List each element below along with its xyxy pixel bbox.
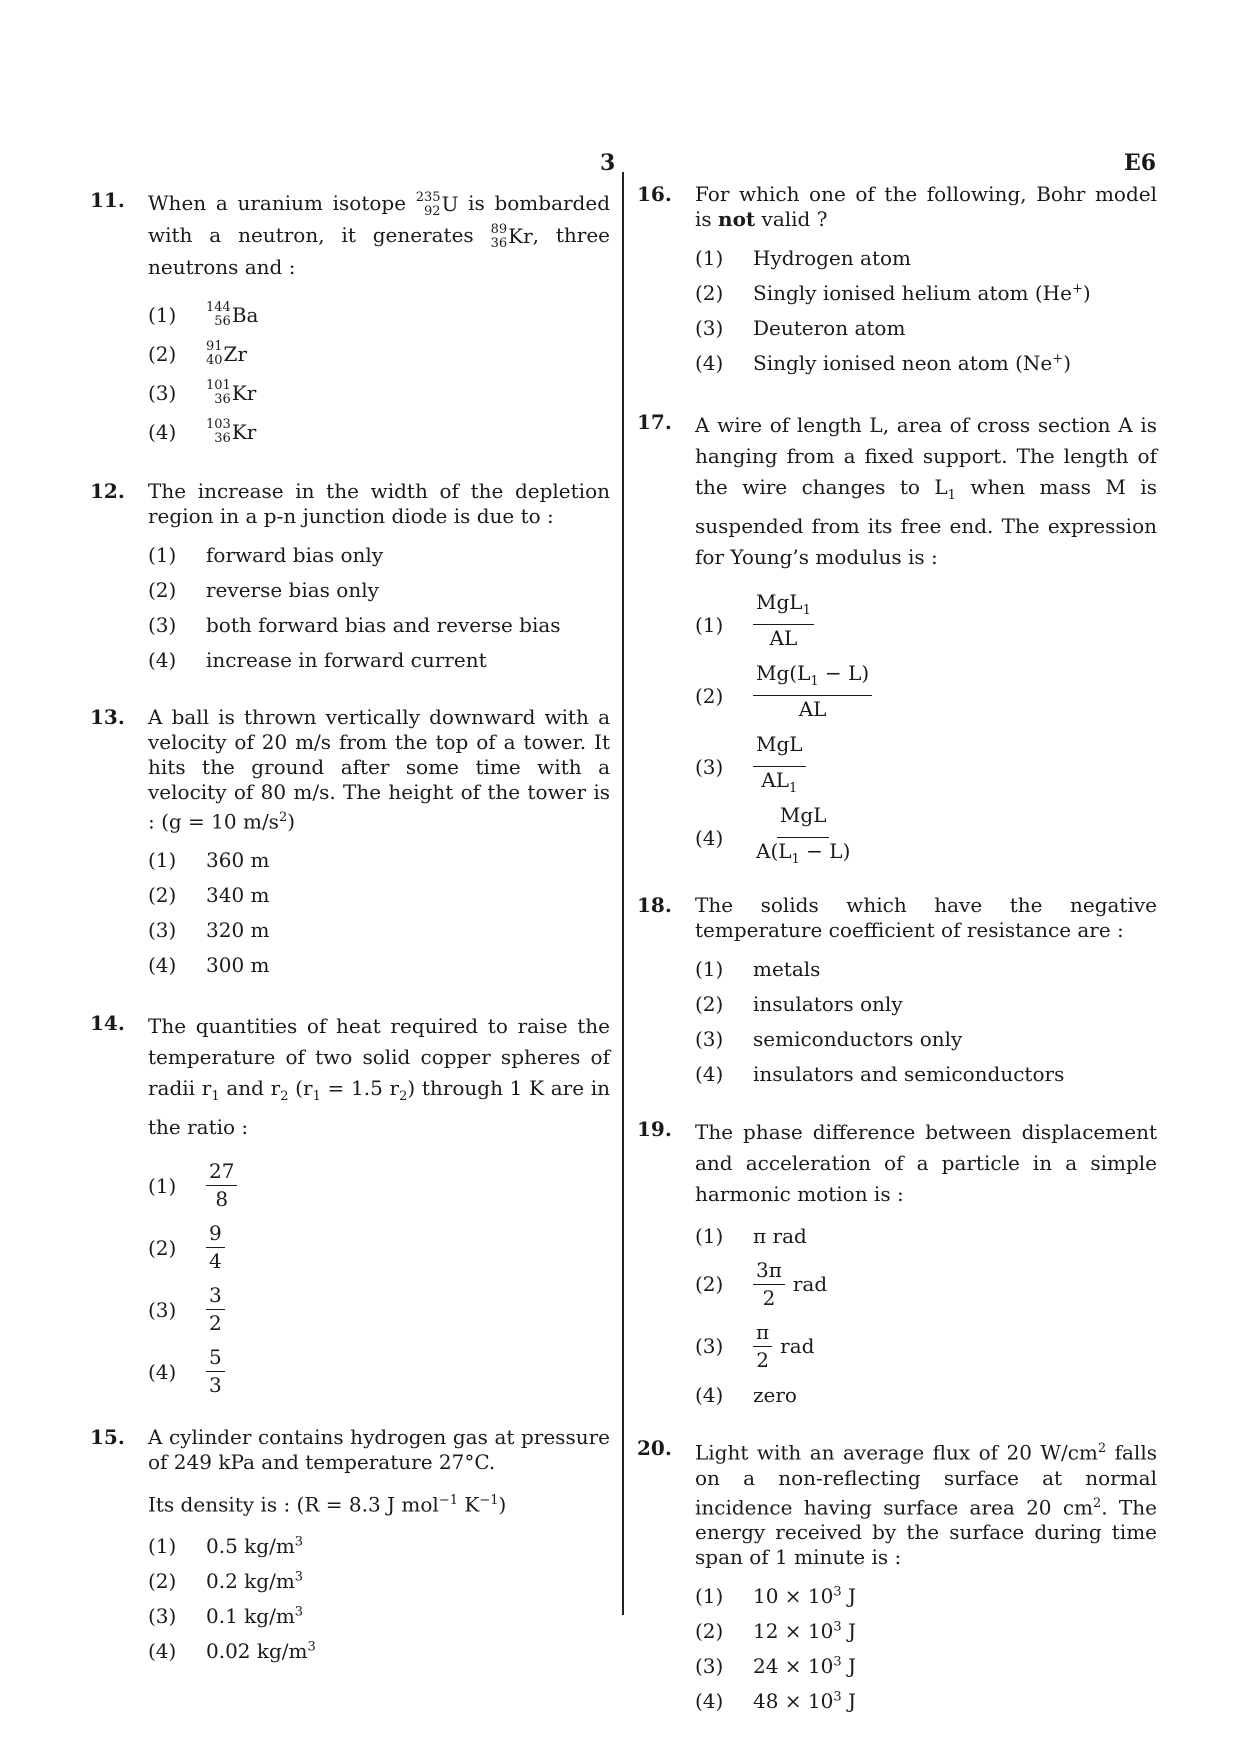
- paper-code: E6: [1124, 150, 1157, 176]
- option-nuclide: [206, 418, 610, 446]
- option-text: [206, 1534, 610, 1558]
- fraction: [206, 1282, 225, 1337]
- option-label: (4): [695, 1688, 724, 1713]
- uranium-nuclide: [416, 189, 459, 220]
- numerator: 3π: [753, 1257, 785, 1285]
- option[interactable]: [148, 1633, 610, 1668]
- text-segment: ): [1082, 280, 1091, 305]
- option[interactable]: [148, 373, 610, 412]
- option-label: (4): [695, 825, 724, 850]
- option[interactable]: [695, 589, 1157, 660]
- text-segment: AL: [798, 697, 827, 721]
- option-text: [753, 281, 1157, 305]
- question-text: [148, 1011, 610, 1143]
- superscript: 3: [833, 1689, 842, 1705]
- option-text: insulators only: [753, 991, 903, 1016]
- text-segment: . The energy received by the surface during time span of 1 minute is :: [695, 1495, 1157, 1570]
- option-label: (2): [148, 1235, 177, 1260]
- text-segment: A ball is thrown vertically downward with a velocity of 20 m/s from the top of a tower. It hits the ground after some time with a velocity of 80 m/s. The height of the tower is : (g = 10 m/s: [148, 705, 610, 834]
- text-segment: A wire of length L, area of cross section A is hanging from a fixed support. The length of the wire changes to L: [695, 413, 1157, 499]
- option-text: [753, 1654, 1157, 1678]
- question-text: [695, 182, 1157, 232]
- question-16: [637, 182, 1157, 380]
- denominator: 3: [209, 1373, 222, 1398]
- text-segment: when mass M is suspended from its free end. The expression for Young’s modulus is :: [695, 475, 1158, 569]
- question-17: [637, 410, 1157, 873]
- superscript: +: [1071, 280, 1083, 296]
- text-segment: MgL: [779, 803, 827, 827]
- option-value: 24 × 10: [753, 1653, 834, 1678]
- krypton-nuclide: [491, 221, 533, 252]
- fraction: [753, 731, 806, 802]
- option[interactable]: [695, 1218, 1157, 1253]
- question-11: [90, 188, 610, 451]
- mass-number: 103: [206, 416, 231, 432]
- subscript: 1: [947, 488, 956, 503]
- option-label: (1): [148, 302, 177, 327]
- option[interactable]: [148, 1217, 610, 1279]
- option[interactable]: [148, 537, 610, 572]
- text-segment: ): [498, 1492, 507, 1517]
- numerator: π: [753, 1319, 772, 1347]
- text-segment: is bombarded with a neutron, it generates: [148, 191, 610, 247]
- option[interactable]: [148, 607, 610, 642]
- denominator: [758, 767, 800, 802]
- superscript: +: [1052, 350, 1064, 366]
- option[interactable]: [695, 275, 1157, 310]
- text-segment: = 1.5 r: [320, 1075, 400, 1100]
- option-text: [206, 1604, 610, 1628]
- option[interactable]: [695, 1613, 1157, 1648]
- option-label: (3): [148, 918, 177, 943]
- option[interactable]: [695, 345, 1157, 380]
- text-segment: and r: [219, 1075, 281, 1100]
- option-label: (3): [695, 1334, 724, 1358]
- option-label: (1): [148, 848, 177, 873]
- option-label: (1): [695, 1223, 724, 1248]
- text-segment: For which one of the following, Bohr model is: [695, 182, 1157, 231]
- option[interactable]: [695, 1683, 1157, 1718]
- option-text: both forward bias and reverse bias: [206, 612, 561, 637]
- question-number: 13.: [90, 705, 125, 729]
- question-number: 17.: [637, 410, 672, 434]
- option-label: (3): [695, 754, 724, 779]
- option[interactable]: [695, 951, 1157, 986]
- option-value: 10 × 10: [753, 1583, 834, 1608]
- option-text: 360 m: [206, 848, 270, 873]
- option[interactable]: [695, 1377, 1157, 1412]
- text-segment: Mg(L: [756, 661, 811, 685]
- option-label: (2): [148, 1568, 177, 1593]
- text-segment: Light with an average flux of 20 W/cm: [695, 1440, 1098, 1465]
- option-text: π rad: [753, 1223, 807, 1248]
- option-label: (1): [695, 612, 724, 637]
- superscript: 3: [294, 1534, 304, 1550]
- option-label: (4): [148, 419, 177, 444]
- option-label: (4): [695, 1061, 724, 1086]
- option[interactable]: [148, 642, 610, 677]
- superscript: 3: [294, 1604, 304, 1620]
- option[interactable]: [148, 948, 610, 983]
- option[interactable]: [695, 660, 1157, 731]
- text-segment: ) through 1 K are in the ratio :: [148, 1075, 611, 1139]
- option[interactable]: [148, 1528, 610, 1563]
- unit: J: [841, 1653, 857, 1678]
- subscript: 2: [399, 1088, 408, 1104]
- numerator: [777, 802, 830, 838]
- option-text: [206, 1639, 610, 1663]
- question-number: 16.: [637, 182, 672, 206]
- option-label: (2): [148, 341, 177, 366]
- question-number: 18.: [637, 893, 672, 917]
- option-label: (2): [695, 683, 724, 708]
- superscript: 3: [294, 1569, 304, 1585]
- denominator: [767, 625, 801, 660]
- question-20: [637, 1436, 1157, 1718]
- option-label: (2): [148, 577, 177, 602]
- option-text: 300 m: [206, 953, 270, 978]
- mass-number: 101: [206, 377, 231, 393]
- numerator: 5: [206, 1344, 225, 1372]
- option[interactable]: [695, 1578, 1157, 1613]
- question-text: [148, 188, 610, 283]
- text-segment: ): [287, 809, 296, 834]
- option-text: Hydrogen atom: [753, 245, 911, 270]
- option-label: (2): [695, 280, 724, 305]
- option-value: Singly ionised neon atom (Ne: [753, 350, 1053, 375]
- bold-text: not: [718, 207, 756, 231]
- question-text: The solids which have the negative temperature coefficient of resistance are :: [695, 893, 1157, 942]
- option-label: (4): [148, 953, 177, 978]
- option-text: forward bias only: [206, 542, 384, 567]
- question-text: [148, 705, 610, 835]
- mass-number: 235: [415, 189, 441, 205]
- denominator: 2: [209, 1311, 222, 1336]
- option-label: (1): [148, 1533, 177, 1558]
- option-label: (4): [695, 350, 724, 375]
- question-19: [637, 1117, 1157, 1412]
- text-segment: Its density is : (R = 8.3 J mol: [148, 1492, 439, 1517]
- text-segment: − L): [818, 661, 870, 685]
- question-13: [90, 705, 610, 983]
- fraction: [753, 1257, 785, 1312]
- fraction: [753, 660, 872, 731]
- option-label: (4): [148, 1359, 177, 1384]
- question-number: 12.: [90, 479, 125, 503]
- unit: rad: [780, 1334, 815, 1358]
- option-label: (1): [695, 956, 724, 981]
- option-label: (3): [148, 380, 177, 405]
- element-symbol: Kr: [231, 419, 257, 444]
- denominator: [753, 838, 853, 873]
- question-14: [90, 1011, 610, 1403]
- superscript: 2: [1093, 1495, 1102, 1511]
- option-label: (2): [148, 883, 177, 908]
- superscript: 3: [307, 1639, 316, 1655]
- text-segment: K: [458, 1492, 480, 1517]
- text-segment: falls on a non-reflecting surface at normal incidence having surface area 20 cm: [695, 1440, 1157, 1520]
- question-text: The phase difference between displacement and acceleration of a particle in a simple harmonic motion is :: [695, 1120, 1157, 1206]
- text-segment: AL: [761, 768, 789, 792]
- text-segment: MgL: [756, 732, 803, 756]
- option[interactable]: [695, 240, 1157, 275]
- option-text: [753, 351, 1157, 375]
- text-segment: , three neutrons and :: [148, 223, 611, 279]
- option-text: Deuteron atom: [753, 315, 906, 340]
- mass-number: 144: [206, 299, 231, 315]
- element-symbol: Kr: [231, 380, 257, 405]
- fraction: [753, 1319, 772, 1374]
- subscript: 2: [280, 1088, 289, 1104]
- text-segment: ): [1063, 350, 1071, 375]
- option[interactable]: [695, 310, 1157, 345]
- option[interactable]: [148, 572, 610, 607]
- subscript: 1: [802, 603, 811, 618]
- option[interactable]: [148, 295, 610, 334]
- unit: rad: [792, 1272, 828, 1296]
- option-text: semiconductors only: [753, 1026, 963, 1051]
- option-value: Singly ionised helium atom (He: [753, 280, 1072, 305]
- fraction: [206, 1344, 225, 1399]
- question-number: 14.: [90, 1010, 125, 1035]
- denominator: [796, 696, 830, 731]
- option-label: (4): [148, 1638, 177, 1663]
- left-column: [90, 188, 610, 1668]
- text-segment: The quantities of heat required to raise the temperature of two solid copper spheres of radii r: [148, 1013, 610, 1100]
- option-text: [753, 1689, 1157, 1713]
- element-symbol: U: [441, 192, 459, 216]
- option-nuclide: [206, 340, 610, 368]
- option-label: (3): [148, 612, 177, 637]
- option-text: [753, 1584, 1157, 1608]
- option[interactable]: [148, 334, 610, 373]
- option-label: (4): [695, 1382, 724, 1407]
- superscript: 2: [1097, 1441, 1107, 1456]
- superscript: 2: [278, 810, 288, 825]
- option-label: (2): [695, 1272, 724, 1296]
- denominator: 2: [762, 1285, 776, 1310]
- option-text: zero: [753, 1382, 797, 1407]
- fraction: [753, 802, 853, 873]
- option[interactable]: [148, 1563, 610, 1598]
- denominator: 8: [215, 1187, 229, 1212]
- element-symbol: Zr: [223, 341, 248, 366]
- option[interactable]: [695, 1021, 1157, 1056]
- fraction: [206, 1220, 225, 1275]
- atomic-number: 36: [214, 430, 231, 446]
- text-segment: A(L: [756, 839, 792, 863]
- option-label: (1): [148, 1173, 177, 1198]
- unit: J: [841, 1688, 857, 1713]
- numerator: [753, 660, 872, 696]
- superscript: 3: [833, 1619, 842, 1635]
- option[interactable]: [148, 412, 610, 451]
- question-number: 19.: [637, 1117, 672, 1141]
- option[interactable]: [695, 1253, 1157, 1315]
- question-12: [90, 479, 610, 677]
- option-label: (3): [695, 315, 724, 340]
- option-label: (3): [695, 1026, 724, 1051]
- atomic-number: 36: [490, 235, 508, 251]
- superscript: −1: [438, 1492, 458, 1508]
- option-text: reverse bias only: [206, 577, 379, 602]
- option-nuclide: [206, 379, 610, 407]
- question-text: [695, 410, 1157, 573]
- option-value: 48 × 10: [753, 1688, 834, 1713]
- numerator: [753, 589, 814, 625]
- atomic-number: 56: [214, 313, 231, 329]
- denominator: 2: [756, 1347, 769, 1372]
- numerator: [753, 731, 806, 767]
- question-subtext: [148, 1485, 610, 1521]
- question-text: A cylinder contains hydrogen gas at pressure of 249 kPa and temperature 27°C.: [148, 1424, 610, 1474]
- option[interactable]: [695, 802, 1157, 873]
- option-text: metals: [753, 956, 821, 981]
- option[interactable]: [695, 731, 1157, 802]
- element-symbol: Kr: [508, 224, 533, 248]
- mass-number: 89: [490, 221, 508, 237]
- option-label: (2): [695, 1618, 724, 1643]
- subscript: 1: [312, 1088, 321, 1104]
- text-segment: (r: [288, 1075, 313, 1100]
- subscript: 1: [789, 781, 798, 796]
- option-label: (3): [695, 1653, 724, 1678]
- superscript: 3: [833, 1584, 842, 1600]
- element-symbol: Ba: [231, 302, 259, 327]
- fraction: [206, 1158, 237, 1213]
- atomic-number: 40: [206, 352, 223, 368]
- option-text: [206, 1569, 610, 1593]
- option-label: (2): [695, 991, 724, 1016]
- subscript: 1: [791, 852, 800, 867]
- option-label: (1): [695, 1583, 724, 1608]
- numerator: 3: [206, 1282, 225, 1310]
- text-segment: When a uranium isotope: [148, 191, 407, 215]
- option[interactable]: [148, 878, 610, 913]
- option-label: (4): [148, 647, 177, 672]
- text-segment: valid ?: [755, 207, 828, 231]
- option[interactable]: [695, 1056, 1157, 1091]
- text-segment: − L): [799, 839, 851, 863]
- option-label: (1): [695, 245, 724, 270]
- option[interactable]: [148, 1279, 610, 1341]
- question-text: The increase in the width of the depletion region in a p-n junction diode is due to :: [148, 479, 610, 528]
- option-value: 12 × 10: [753, 1618, 834, 1643]
- option-nuclide: [206, 301, 610, 329]
- option-text: insulators and semiconductors: [753, 1061, 1065, 1086]
- denominator: 4: [209, 1249, 222, 1274]
- option[interactable]: [148, 1598, 610, 1633]
- option-value: 0.2 kg/m: [206, 1568, 295, 1593]
- mass-number: 91: [206, 338, 223, 354]
- atomic-number: 92: [424, 203, 441, 219]
- question-15: [90, 1425, 610, 1669]
- option[interactable]: [148, 843, 610, 878]
- option-label: (3): [148, 1603, 177, 1628]
- question-number: 15.: [90, 1424, 125, 1449]
- atomic-number: 36: [214, 391, 231, 407]
- option[interactable]: [148, 1341, 610, 1403]
- question-text: [695, 1436, 1157, 1570]
- fraction: [753, 589, 814, 660]
- option-text: 320 m: [206, 918, 270, 943]
- option[interactable]: [148, 913, 610, 948]
- text-segment: AL: [769, 626, 798, 650]
- question-number: 20.: [637, 1436, 672, 1460]
- page-number: 3: [600, 150, 616, 176]
- option[interactable]: [695, 1648, 1157, 1683]
- option-text: increase in forward current: [206, 647, 487, 672]
- option-value: 0.1 kg/m: [206, 1603, 295, 1628]
- option-text: [753, 1619, 1157, 1643]
- subscript: 1: [211, 1088, 220, 1104]
- column-divider: [622, 172, 624, 1615]
- unit: J: [841, 1618, 857, 1643]
- option-label: (3): [148, 1297, 177, 1322]
- option-label: (1): [148, 542, 177, 567]
- subscript: 1: [810, 674, 819, 689]
- right-column: [637, 182, 1157, 1718]
- superscript: −1: [479, 1492, 499, 1508]
- option[interactable]: [148, 1155, 610, 1217]
- question-number: 11.: [90, 188, 125, 212]
- option-text: 340 m: [206, 883, 270, 908]
- option-value: 0.5 kg/m: [206, 1533, 295, 1558]
- numerator: 27: [206, 1158, 237, 1186]
- option-value: 0.02 kg/m: [206, 1638, 308, 1663]
- option[interactable]: [695, 986, 1157, 1021]
- superscript: 3: [833, 1654, 842, 1670]
- question-18: [637, 893, 1157, 1091]
- unit: J: [841, 1583, 857, 1608]
- option[interactable]: [695, 1315, 1157, 1377]
- numerator: 9: [206, 1220, 225, 1248]
- text-segment: MgL: [756, 590, 803, 614]
